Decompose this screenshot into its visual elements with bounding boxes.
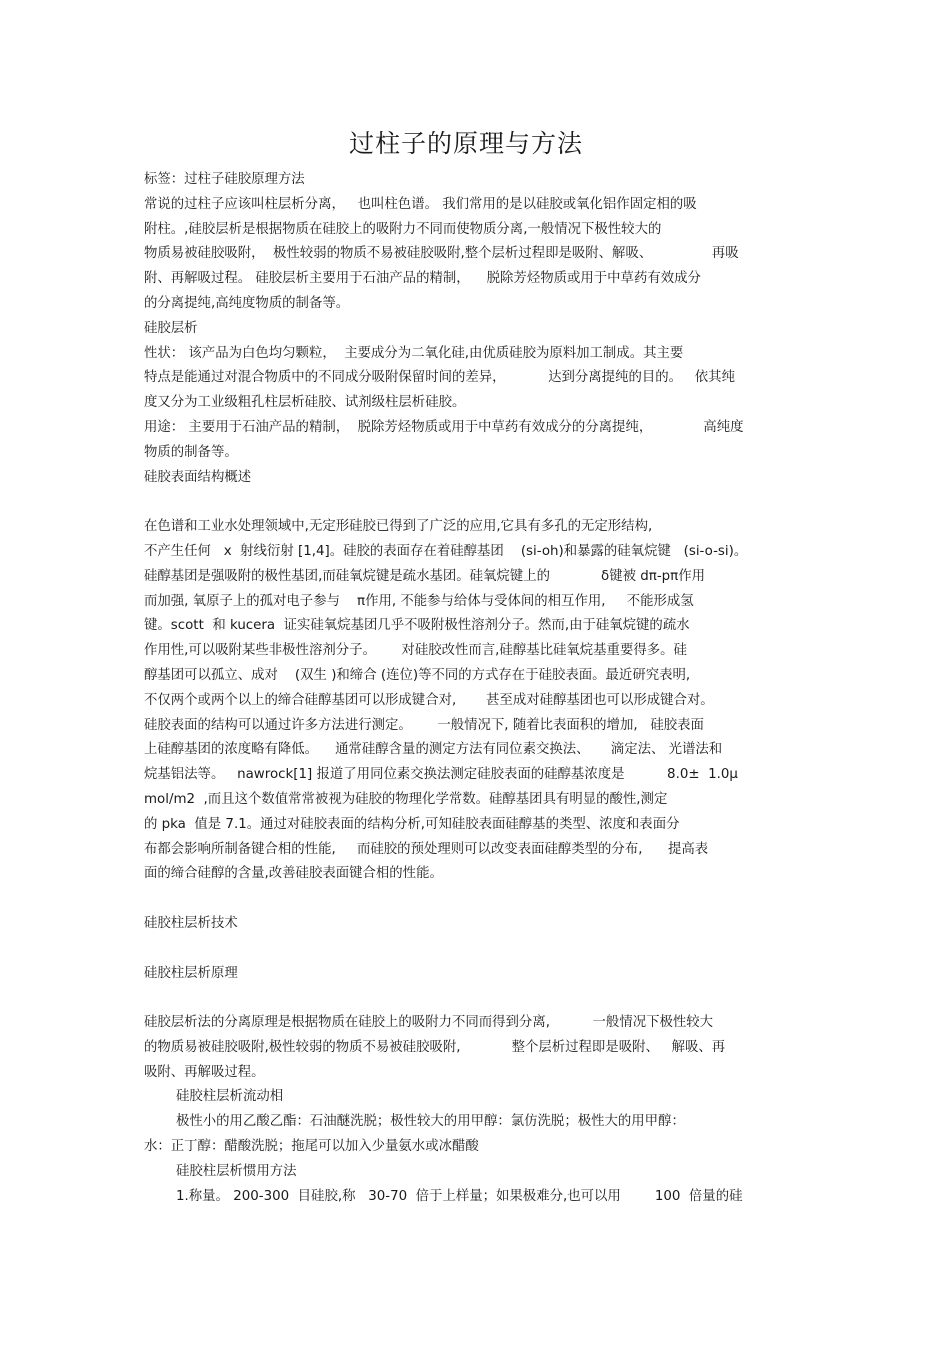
text-line: 烷基铝法等。 nawrock[1] 报道了用同位素交换法测定硅胶表面的硅醇基浓度是 8.0± 1.0μ [144, 767, 738, 783]
usage-paragraph [144, 416, 824, 466]
text-line: 物质的制备等。 [144, 444, 238, 460]
principle-paragraph [144, 1011, 824, 1085]
text-line: 附、再解吸过程。 硅胶层析主要用于石油产品的精制， 脱除芳烃物质或用于中草药有效成分 [144, 271, 701, 287]
text-line: 硅胶表面的结构可以通过许多方法进行测定。 一般情况下, 随着比表面积的增加, 硅胶表面 [144, 717, 704, 733]
text-line: 用途： 主要用于石油产品的精制， 脱除芳烃物质或用于中草药有效成分的分离提纯， 高纯度 [144, 419, 744, 435]
text-line: 醇基团可以孤立、成对 (双生 )和缔合 (连位)等不同的方式存在于硅胶表面。最近研究表明, [144, 667, 691, 683]
text-line: 度又分为工业级粗孔柱层析硅胶、试剂级柱层析硅胶。 [144, 395, 466, 411]
text-line: 1.称量。 200-300 目硅胶,称 30-70 倍于上样量；如果极难分,也可以用 100 倍量的硅 [176, 1188, 743, 1204]
properties-paragraph [144, 342, 824, 416]
text-line: 面的缔合硅醇的含量,改善硅胶表面键合相的性能。 [144, 866, 443, 882]
text-line: 不仅两个或两个以上的缔合硅醇基团可以形成键合对, 甚至成对硅醇基团也可以形成键合对。 [144, 692, 714, 708]
surface-paragraph [144, 515, 824, 887]
page-title: 过柱子的原理与方法 [348, 129, 583, 158]
blank-line [144, 986, 824, 1011]
text-line: 硅醇基团是强吸附的极性基团,而硅氧烷键是疏水基团。硅氧烷键上的 δ键被 dπ-pπ作用 [144, 568, 706, 584]
section-heading: 硅胶柱层析技术 [144, 915, 238, 931]
text-line: 的物质易被硅胶吸附,极性较弱的物质不易被硅胶吸附, 整个层析过程即是吸附、 解吸、再 [144, 1039, 726, 1055]
text-line: 水：正丁醇：醋酸洗脱；拖尾可以加入少量氨水或冰醋酸 [144, 1139, 479, 1155]
text-line: 附柱。,硅胶层析是根据物质在硅胶上的吸附力不同而使物质分离,一般情况下极性较大的 [144, 221, 662, 237]
text-line: 的分离提纯,高纯度物质的制备等。 [144, 295, 350, 311]
mobile-phase-paragraph [144, 1110, 824, 1160]
text-line: 特点是能通过对混合物质中的不同成分吸附保留时间的差异， 达到分离提纯的目的。 依其纯 [144, 370, 735, 386]
document-body [144, 168, 824, 1209]
text-line: 不产生任何 x 射线衍射 [1,4]。硅胶的表面存在着硅醇基团 (si-oh)和暴露的硅氧烷键 (si-o-si)。 [144, 543, 748, 559]
tags-line: 标签：过柱子硅胶原理方法 [144, 172, 305, 187]
text-line: 硅胶层析法的分离原理是根据物质在硅胶上的吸附力不同而得到分离, 一般情况下极性较大 [144, 1015, 714, 1031]
text-line: 在色谱和工业水处理领域中,无定形硅胶已得到了广泛的应用,它具有多孔的无定形结构, [144, 519, 653, 535]
text-line: 物质易被硅胶吸附， 极性较弱的物质不易被硅胶吸附,整个层析过程即是吸附、解吸、 再吸 [144, 246, 739, 262]
blank-line [144, 937, 824, 962]
text-line: 布都会影响所制备键合相的性能, 而硅胶的预处理则可以改变表面硅醇类型的分布, 提高表 [144, 841, 709, 857]
text-line: 极性小的用乙酸乙酯：石油醚洗脱；极性较大的用甲醇：氯仿洗脱；极性大的用甲醇： [176, 1114, 685, 1130]
intro-paragraph [144, 193, 824, 317]
section-heading: 硅胶层析 [144, 320, 198, 336]
blank-line [144, 490, 824, 515]
text-line: mol/m2 ,而且这个数值常常被视为硅胶的物理化学常数。硅醇基团具有明显的酸性,测定 [144, 791, 668, 807]
text-line: 性状： 该产品为白色均匀颗粒， 主要成分为二氧化硅,由优质硅胶为原料加工制成。其主要 [144, 345, 684, 361]
text-line: 作用性,可以吸附某些非极性溶剂分子。 对硅胶改性而言,硅醇基比硅氧烷基重要得多。硅 [144, 643, 687, 659]
text-line: 的 pka 值是 7.1。通过对硅胶表面的结构分析,可知硅胶表面硅醇基的类型、浓度和表面分 [144, 816, 680, 832]
subsection-heading: 硅胶柱层析惯用方法 [176, 1163, 297, 1179]
section-heading: 硅胶表面结构概述 [144, 469, 252, 485]
section-heading: 硅胶柱层析原理 [144, 965, 238, 981]
text-line: 而加强, 氧原子上的孤对电子参与 π作用, 不能参与给体与受体间的相互作用, 不能形成氢 [144, 593, 694, 609]
text-line: 上硅醇基团的浓度略有降低。 通常硅醇含量的测定方法有同位素交换法、 滴定法、 光谱法和 [144, 742, 723, 758]
blank-line [144, 887, 824, 912]
text-line: 键。scott 和 kucera 证实硅氧烷基团几乎不吸附极性溶剂分子。然而,由于硅氧烷键的疏水 [144, 618, 690, 634]
text-line: 吸附、再解吸过程。 [144, 1064, 265, 1080]
subsection-heading: 硅胶柱层析流动相 [176, 1089, 284, 1105]
text-line: 常说的过柱子应该叫柱层析分离， 也叫柱色谱。 我们常用的是以硅胶或氧化铝作固定相的吸 [144, 196, 697, 212]
method-paragraph [144, 1185, 824, 1210]
